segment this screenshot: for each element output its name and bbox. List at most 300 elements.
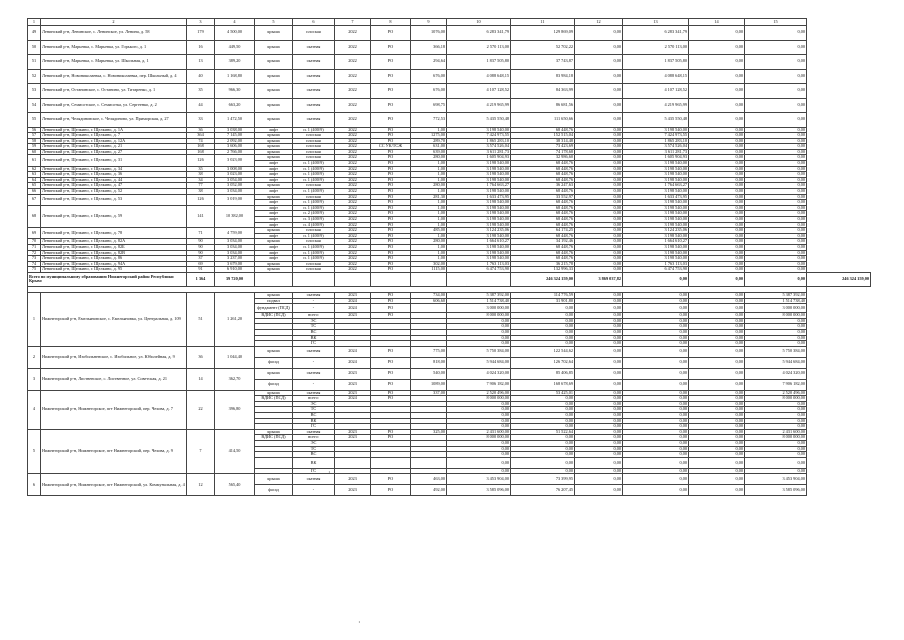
c14-cell: 0,00 xyxy=(689,133,745,139)
fund-cell: РО xyxy=(371,435,411,441)
type-cell: ТС xyxy=(293,446,335,452)
sum-cell: 0,00 xyxy=(447,418,511,424)
c15-cell: 0,00 xyxy=(745,256,807,262)
sum2-cell: 111 650,66 xyxy=(511,113,575,128)
c14-cell: 0,00 xyxy=(689,261,745,267)
scan-mark: · xyxy=(328,468,331,477)
c13-cell: 0,00 xyxy=(623,292,689,298)
type-cell: плоская xyxy=(293,239,335,245)
column-number: 1 xyxy=(28,19,41,26)
c14-cell: 0,00 xyxy=(689,429,745,435)
c15-cell: 0,00 xyxy=(745,172,807,178)
year-cell: 2024 xyxy=(335,396,371,402)
work-cell: крыша xyxy=(255,113,293,128)
c13-cell: 3 198 540,00 xyxy=(623,222,689,228)
type-cell: плоская xyxy=(293,194,335,200)
c12-cell: 0,00 xyxy=(575,267,623,273)
c12-cell: 0,00 xyxy=(575,133,623,139)
c12-cell: 0,00 xyxy=(575,485,623,496)
area-cell: 1 044,40 xyxy=(215,346,255,368)
year-cell: 2022 xyxy=(335,69,371,84)
work-cell: фундамент (ПСД) xyxy=(255,304,293,313)
row-number: 55 xyxy=(28,113,41,128)
c14-cell: 0,00 xyxy=(689,379,745,390)
address-cell: Ленинский р-н, Щелкино, г. Щелкино, д. 82А xyxy=(41,239,187,245)
vol-cell: 676,00 xyxy=(411,84,447,99)
work-cell: ВДИС (ПСД) xyxy=(255,313,293,319)
address-cell: Ленинский р-н, Щелкино, г. Щелкино, д. 36 xyxy=(41,172,187,178)
type-cell: п. 1 (400/9) xyxy=(293,200,335,206)
column-number: 13 xyxy=(623,19,689,26)
address-cell: Нижнегорский р-н, Изобильненское, с. Изобильное, ул. Юбилейная, д. 9 xyxy=(41,346,187,368)
sum-cell: 8 000 000,00 xyxy=(447,435,511,441)
c14-cell: 0,00 xyxy=(689,424,745,430)
type-cell: плоская xyxy=(293,138,335,144)
c13-cell: 0,00 xyxy=(623,407,689,413)
type-cell: ТС xyxy=(293,407,335,413)
sum-cell: 0,00 xyxy=(447,446,511,452)
sum2-cell: 68 448,76 xyxy=(511,217,575,223)
fund-cell: РО xyxy=(371,26,411,41)
c12-cell: 0,00 xyxy=(575,217,623,223)
c14-cell: 0,00 xyxy=(689,69,745,84)
c15-cell: 0,00 xyxy=(745,189,807,195)
c14-cell: 0,00 xyxy=(689,161,745,167)
sum-cell: 3 198 540,00 xyxy=(447,217,511,223)
row-number: 2 xyxy=(28,346,41,368)
residents-cell: 35 xyxy=(187,166,215,172)
vol-cell: 1,00 xyxy=(411,166,447,172)
c15-cell: 0,00 xyxy=(745,233,807,239)
year-cell: 2022 xyxy=(335,127,371,133)
sum-cell: 3 198 540,00 xyxy=(447,200,511,206)
c13-cell: 3 198 540,00 xyxy=(623,217,689,223)
type-cell: плоская xyxy=(293,144,335,150)
c12-cell: 0,00 xyxy=(575,98,623,113)
vol-cell: 1,00 xyxy=(411,222,447,228)
c14-cell: 0,00 xyxy=(689,98,745,113)
c12-cell: 0,00 xyxy=(575,250,623,256)
c12-cell: 0,00 xyxy=(575,304,623,313)
c14-cell: 0,00 xyxy=(689,452,745,458)
sum2-cell: 86 681,56 xyxy=(511,98,575,113)
c14-cell: 0,00 xyxy=(689,177,745,183)
c13-cell: 3 124 235,06 xyxy=(623,228,689,234)
vol-cell: 1,00 xyxy=(411,127,447,133)
type-cell: ТС xyxy=(293,324,335,330)
c14-cell: 0,00 xyxy=(689,127,745,133)
type-cell: ВС xyxy=(293,452,335,458)
column-number: 14 xyxy=(689,19,745,26)
vol-cell: 1115,00 xyxy=(411,267,447,273)
c15-cell: 0,00 xyxy=(745,127,807,133)
area-cell: 3 606,00 xyxy=(215,144,255,150)
type-cell: ВК xyxy=(293,418,335,424)
sum-cell: 2 570 113,00 xyxy=(447,40,511,55)
vol-cell: 289,70 xyxy=(411,138,447,144)
fund-cell: РО xyxy=(371,217,411,223)
area-cell: 414,50 xyxy=(215,429,255,474)
type-cell: плоская xyxy=(293,267,335,273)
area-cell: 3 008,00 xyxy=(215,166,255,172)
address-cell: Ленинский р-н, Щелкино, г. Щелкино, д. 47 xyxy=(41,183,187,189)
sum-cell: 3 198 540,00 xyxy=(447,250,511,256)
type-cell: п. 4 (400/9) xyxy=(293,222,335,228)
sum-cell: 3 198 540,00 xyxy=(447,205,511,211)
work-cell: крыша xyxy=(255,26,293,41)
c13-cell: 0,00 xyxy=(623,313,689,319)
c13-cell: 3 198 540,00 xyxy=(623,256,689,262)
type-cell: плоская xyxy=(293,228,335,234)
type-cell: п. 2 (400/9) xyxy=(293,211,335,217)
total-c15: 246 324 159,00 xyxy=(807,272,871,286)
c15-cell: 0,00 xyxy=(745,267,807,273)
sum2-cell: 0,00 xyxy=(511,318,575,324)
sum-cell: 3 453 904,00 xyxy=(447,474,511,485)
area-cell: 1 168,80 xyxy=(215,69,255,84)
row-number: 74 xyxy=(28,261,41,267)
type-cell: ГС xyxy=(293,341,335,347)
area-cell: 1 472,50 xyxy=(215,113,255,128)
row-number: 60 xyxy=(28,149,41,155)
c12-cell: 0,00 xyxy=(575,435,623,441)
year-cell: 2022 xyxy=(335,138,371,144)
empty-cell xyxy=(293,272,335,286)
fund-cell: РО xyxy=(371,113,411,128)
c15-cell: 0,00 xyxy=(745,446,807,452)
c13-cell: 3 198 540,00 xyxy=(623,200,689,206)
c13-cell: 0,00 xyxy=(623,457,689,468)
vol-cell: 280,00 xyxy=(411,183,447,189)
c15-cell: 0,00 xyxy=(745,161,807,167)
sum2-cell: 122 544,62 xyxy=(511,346,575,357)
column-number: 2 xyxy=(41,19,187,26)
fund-cell: РО xyxy=(371,189,411,195)
sum-cell: 3 585 096,00 xyxy=(447,485,511,496)
fund-cell: РО xyxy=(371,313,411,319)
column-number: 6 xyxy=(293,19,335,26)
c13-cell: 0,00 xyxy=(623,452,689,458)
address-cell: Ленинский р-н, Семисотское, с. Семисотка, ул. Сергеенко, д. 2 xyxy=(41,98,187,113)
c14-cell: 0,00 xyxy=(689,113,745,128)
sum2-cell: 68 448,76 xyxy=(511,166,575,172)
address-cell: Ленинский р-н, Щелкино, г. Щелкино, д. 82В xyxy=(41,250,187,256)
c15-cell: 5 387 392,00 xyxy=(745,292,807,298)
year-cell: 2024 xyxy=(335,298,371,304)
row-number: 52 xyxy=(28,69,41,84)
type-cell: - xyxy=(293,298,335,304)
c14-cell: 0,00 xyxy=(689,485,745,496)
vol-cell: 1,00 xyxy=(411,211,447,217)
c12-cell: 0,00 xyxy=(575,452,623,458)
sum-cell: 3 198 540,00 xyxy=(447,166,511,172)
work-cell: крыша xyxy=(255,292,293,298)
c13-cell: 1 837 505,80 xyxy=(623,55,689,70)
type-cell: скатная xyxy=(293,474,335,485)
sum2-cell: 36 247,63 xyxy=(511,183,575,189)
sum-cell: 3 198 540,00 xyxy=(447,161,511,167)
vol-cell: 1,00 xyxy=(411,177,447,183)
address-cell: Ленинский р-н, Щелкино, г. Щелкино, д. 7 xyxy=(41,133,187,139)
year-cell: 2022 xyxy=(335,267,371,273)
sum2-cell: 73 423,69 xyxy=(511,144,575,150)
c12-cell: 0,00 xyxy=(575,244,623,250)
area-cell: 10 382,00 xyxy=(215,205,255,227)
c14-cell: 0,00 xyxy=(689,298,745,304)
year-cell: 2022 xyxy=(335,133,371,139)
type-cell: п. 1 (400/9) xyxy=(293,161,335,167)
fund-cell: РО xyxy=(371,228,411,234)
residents-cell: 90 xyxy=(187,239,215,245)
table-row xyxy=(28,368,871,379)
type-cell: скатная xyxy=(293,346,335,357)
sum-cell: 8 000 000,00 xyxy=(447,313,511,319)
sum-cell: 0,00 xyxy=(447,441,511,447)
c13-cell: 3 198 540,00 xyxy=(623,172,689,178)
residents-cell: 44 xyxy=(187,98,215,113)
c14-cell: 0,00 xyxy=(689,233,745,239)
fund-cell: РО xyxy=(371,155,411,161)
work-cell: крыша xyxy=(255,133,293,139)
c12-cell: 0,00 xyxy=(575,413,623,419)
c13-cell: 0,00 xyxy=(623,324,689,330)
fund-cell: РО xyxy=(371,261,411,267)
type-cell: скатная xyxy=(293,55,335,70)
sum2-cell: 0,00 xyxy=(511,401,575,407)
sum2-cell: 0,00 xyxy=(511,441,575,447)
area-cell: 3 034,00 xyxy=(215,244,255,250)
sum-cell: 7 906 182,00 xyxy=(447,379,511,390)
residents-cell: 126 xyxy=(187,155,215,166)
c15-cell: 0,00 xyxy=(745,205,807,211)
sum2-cell: 0,00 xyxy=(511,457,575,468)
c15-cell: 0,00 xyxy=(745,222,807,228)
sum-cell: 3 124 235,06 xyxy=(447,228,511,234)
sum2-cell: 0,00 xyxy=(511,329,575,335)
vol-cell: 1089,00 xyxy=(411,379,447,390)
fund-cell: РО xyxy=(371,161,411,167)
work-cell: фасад xyxy=(255,379,293,390)
c13-cell: 0,00 xyxy=(623,429,689,435)
c13-cell: 3 198 540,00 xyxy=(623,211,689,217)
table-row xyxy=(28,474,871,485)
sum2-cell: 68 448,76 xyxy=(511,250,575,256)
c13-cell: 0,00 xyxy=(623,441,689,447)
sum-cell: 3 198 540,00 xyxy=(447,127,511,133)
residents-cell: 33 xyxy=(187,113,215,128)
c13-cell: 1 605 904,93 xyxy=(623,155,689,161)
year-cell: 2022 xyxy=(335,177,371,183)
residents-cell: 141 xyxy=(187,205,215,227)
sum-cell: 0,00 xyxy=(447,452,511,458)
c15-cell: 3 000 000,00 xyxy=(745,304,807,313)
c13-cell: 3 198 540,00 xyxy=(623,233,689,239)
c12-cell: 0,00 xyxy=(575,318,623,324)
fund-cell: РО xyxy=(371,474,411,485)
c15-cell: 5 944 684,00 xyxy=(745,357,807,368)
c14-cell: 0,00 xyxy=(689,468,745,474)
sum2-cell: 36 215,78 xyxy=(511,261,575,267)
c13-cell: 3 198 540,00 xyxy=(623,244,689,250)
year-cell: 2022 xyxy=(335,244,371,250)
area-cell: 3 023,00 xyxy=(215,155,255,166)
c12-cell: 0,00 xyxy=(575,84,623,99)
fund-cell: РО xyxy=(371,239,411,245)
row-number: 50 xyxy=(28,40,41,55)
c15-cell: 0,00 xyxy=(745,98,807,113)
c15-cell: 0,00 xyxy=(745,441,807,447)
sum2-cell: 168 678,69 xyxy=(511,379,575,390)
row-number: 72 xyxy=(28,250,41,256)
sum-cell: 4 088 648,15 xyxy=(447,69,511,84)
type-cell: плоская xyxy=(293,26,335,41)
fund-cell: РО xyxy=(371,379,411,390)
c15-cell: 0,00 xyxy=(745,244,807,250)
sum2-cell: 73 399,95 xyxy=(511,474,575,485)
sum2-cell: 83 984,18 xyxy=(511,69,575,84)
address-cell: Ленинский р-н, Щелкино, г. Щелкино, д. 21 xyxy=(41,144,187,150)
c15-cell: 0,00 xyxy=(745,468,807,474)
fund-cell: РО xyxy=(371,84,411,99)
c15-cell: 0,00 xyxy=(745,452,807,458)
sum2-cell: 0,00 xyxy=(511,407,575,413)
sum2-cell: 0,00 xyxy=(511,313,575,319)
row-number: 69 xyxy=(28,228,41,239)
work-cell: крыша xyxy=(255,149,293,155)
c13-cell: 3 198 540,00 xyxy=(623,177,689,183)
address-cell: Ленинский р-н, Щелкино, г. Щелкино, д. 78 xyxy=(41,228,187,239)
sum2-cell: 68 448,76 xyxy=(511,127,575,133)
total-c13: 0,00 xyxy=(689,272,745,286)
c12-cell: 0,00 xyxy=(575,113,623,128)
c14-cell: 0,00 xyxy=(689,396,745,402)
column-number: 4 xyxy=(215,19,255,26)
type-cell: скатная xyxy=(293,292,335,298)
year-cell: 2023 xyxy=(335,390,371,396)
work-cell: лифт xyxy=(255,161,293,167)
sum2-cell: 68 448,76 xyxy=(511,233,575,239)
residents-cell: 36 xyxy=(187,346,215,368)
c12-cell: 0,00 xyxy=(575,457,623,468)
c13-cell: 1 865 283,10 xyxy=(623,138,689,144)
c14-cell: 0,00 xyxy=(689,341,745,347)
work-cell: крыша xyxy=(255,346,293,357)
row-number: 58 xyxy=(28,138,41,144)
c12-cell: 0,00 xyxy=(575,441,623,447)
year-cell: 2022 xyxy=(335,161,371,167)
sum2-cell: 0,00 xyxy=(511,304,575,313)
type-cell: ЭС xyxy=(293,401,335,407)
c13-cell: 0,00 xyxy=(623,474,689,485)
row-number: 1 xyxy=(28,292,41,346)
vol-cell: 772,53 xyxy=(411,113,447,128)
c14-cell: 0,00 xyxy=(689,149,745,155)
c15-cell: 0,00 xyxy=(745,166,807,172)
work-cell: крыша xyxy=(255,228,293,234)
residents-cell: 364 xyxy=(187,133,215,139)
c15-cell: 0,00 xyxy=(745,250,807,256)
c12-cell: 0,00 xyxy=(575,138,623,144)
vol-cell: 366,18 xyxy=(411,40,447,55)
c14-cell: 0,00 xyxy=(689,368,745,379)
sum2-cell: 76 207,45 xyxy=(511,485,575,496)
c12-cell: 0,00 xyxy=(575,194,623,200)
c14-cell: 0,00 xyxy=(689,200,745,206)
c14-cell: 0,00 xyxy=(689,318,745,324)
header-row xyxy=(28,19,871,26)
residents-cell: 12 xyxy=(187,474,215,496)
sum-cell: 0,00 xyxy=(447,424,511,430)
area-cell: 1 261,20 xyxy=(215,292,255,346)
work-cell: фасад xyxy=(255,357,293,368)
row-number: 51 xyxy=(28,55,41,70)
address-cell: Ленинский р-н, Останинское, с. Останино, ул. Титаренко, д. 1 xyxy=(41,84,187,99)
vol-cell: 302,00 xyxy=(411,261,447,267)
row-number: 71 xyxy=(28,244,41,250)
fund-cell: РО xyxy=(371,69,411,84)
empty-cell xyxy=(447,272,511,286)
work-cell: лифт xyxy=(255,189,293,195)
vol-cell: 1,00 xyxy=(411,200,447,206)
vol-cell: 281,30 xyxy=(411,194,447,200)
work-cell: лифт xyxy=(255,217,293,223)
work-cell: лифт xyxy=(255,200,293,206)
area-cell: 3 019,00 xyxy=(215,194,255,205)
c14-cell: 0,00 xyxy=(689,222,745,228)
work-cell: крыша xyxy=(255,155,293,161)
c12-cell: 0,00 xyxy=(575,313,623,319)
work-cell: лифт xyxy=(255,205,293,211)
work-cell: лифт xyxy=(255,127,293,133)
c13-cell: 0,00 xyxy=(623,368,689,379)
c14-cell: 0,00 xyxy=(689,217,745,223)
work-cell: крыша xyxy=(255,144,293,150)
fund-cell: РО xyxy=(371,298,411,304)
sum-cell: 3 611 281,73 xyxy=(447,149,511,155)
c13-cell: 0,00 xyxy=(623,298,689,304)
area-cell: 3 052,00 xyxy=(215,183,255,189)
c15-cell: 3 453 904,00 xyxy=(745,474,807,485)
vol-cell: 1,00 xyxy=(411,233,447,239)
table-row xyxy=(28,26,871,41)
sum2-cell: 37 743,87 xyxy=(511,55,575,70)
c14-cell: 0,00 xyxy=(689,183,745,189)
year-cell: 2024 xyxy=(335,304,371,313)
residents-cell: 71 xyxy=(187,228,215,239)
c14-cell: 0,00 xyxy=(689,250,745,256)
sum-cell: 3 198 540,00 xyxy=(447,244,511,250)
c13-cell: 4 219 965,99 xyxy=(623,98,689,113)
sum-cell: 3 198 540,00 xyxy=(447,177,511,183)
fund-cell xyxy=(371,457,411,468)
sum-cell: 0,00 xyxy=(447,413,511,419)
year-cell: 2022 xyxy=(335,256,371,262)
fund-cell: РО xyxy=(371,138,411,144)
c12-cell: 0,00 xyxy=(575,368,623,379)
residents-cell: 7 xyxy=(187,429,215,474)
sum-cell: 2 431 600,00 xyxy=(447,429,511,435)
sum2-cell: 0,00 xyxy=(511,452,575,458)
c12-cell: 0,00 xyxy=(575,390,623,396)
residents-cell: 51 xyxy=(187,292,215,346)
sum-cell: 0,00 xyxy=(447,324,511,330)
c15-cell: 0,00 xyxy=(745,329,807,335)
type-cell: скатная xyxy=(293,98,335,113)
sum-cell: 5 750 384,00 xyxy=(447,346,511,357)
sum-cell: 1 664 610,27 xyxy=(447,239,511,245)
year-cell: 2022 xyxy=(335,233,371,239)
c15-cell: 0,00 xyxy=(745,69,807,84)
